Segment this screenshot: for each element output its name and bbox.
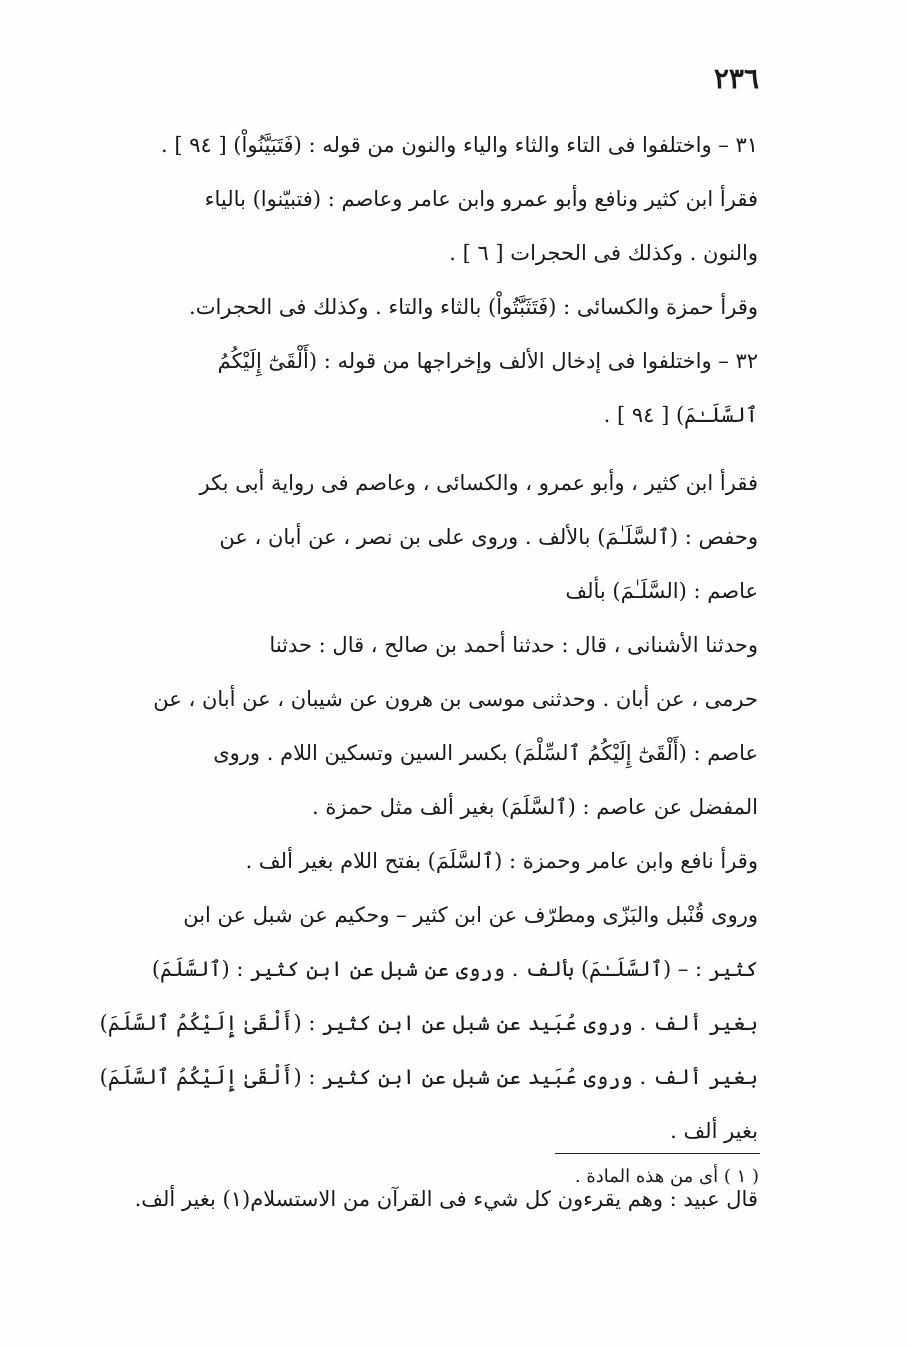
text-line-4: وقرأ حمزة والكسائى : (فَتَثَبَّتُواْ) بالثاء والتاء . وكذلك فى الحجرات. xyxy=(189,295,758,319)
text-line-19: بغير ألف . xyxy=(670,1119,758,1143)
text-line-3: والنون . وكذلك فى الحجرات [ ٦ ] . xyxy=(449,241,758,265)
text-line-15: وروى قُنْبل والبَزّى ومطرّف عن ابن كثير – وحكيم عن شبل عن ابن xyxy=(183,903,758,927)
text-line-14: وقرأ نافع وابن عامر وحمزة : (ٱلسَّلَمَ) بفتح اللام بغير ألف . xyxy=(245,849,758,873)
text-line-16: كثير : – (ٱلسَّلَـٰمَ) بألف . وروى عن شبل عن ابن كثير : (ٱلسَّلَمَ) xyxy=(151,957,758,981)
footnote-divider xyxy=(555,1153,760,1154)
text-line-7: فقرأ ابن كثير ، وأبو عمرو ، والكسائى ، وعاصم فى رواية أبى بكر xyxy=(199,471,758,495)
text-line-12: عاصم : (أَلْقَىٰٓ إِلَيْكُمُ ٱلسِّلْمَ) بكسر السين وتسكين اللام . وروى xyxy=(213,741,758,765)
main-text xyxy=(100,118,758,1226)
text-line-9: عاصم : (السَّلَـٰمَ) بألف xyxy=(565,579,758,603)
paragraph-gap xyxy=(100,442,758,456)
page-number: ٢٣٦ xyxy=(713,62,759,95)
text-line-2: فقرأ ابن كثير ونافع وأبو عمرو وابن عامر وعاصم : (فتبيّنوا) بالياء xyxy=(204,187,758,211)
text-line-1: ٣١ – واختلفوا فى التاء والثاء والياء والنون من قوله : (فَتَبَيَّنُواْ) [ ٩٤ ] . xyxy=(160,133,758,157)
text-line-10: وحدثنا الأشنانى ، قال : حدثنا أحمد بن صالح ، قال : حدثنا xyxy=(269,633,758,657)
text-line-8: وحفص : (ٱلسَّلَـٰمَ) بالألف . وروى على بن نصر ، عن أبان ، عن xyxy=(219,525,758,549)
text-line-6: ٱلسَّلَـٰمَ) [ ٩٤ ] . xyxy=(603,403,758,427)
footnote: ( ١ ) أى من هذه المادة . xyxy=(574,1166,759,1187)
text-line-18: بغير ألف . وروى عُبَيد عن شبل عن ابن كثير : (أَلْقَىٰ إِلَيْكُمُ ٱلسَّلَمَ) xyxy=(100,1065,758,1089)
text-line-5: ٣٢ – واختلفوا فى إدخال الألف وإخراجها من قوله : (أَلْقَىٰٓ إِلَيْكُمُ xyxy=(217,349,758,373)
text-line-11: حرمى ، عن أبان . وحدثنى موسى بن هرون عن شيبان ، عن أبان ، عن xyxy=(153,687,758,711)
text-line-13: المفضل عن عاصم : (ٱلسَّلَمَ) بغير ألف مثل حمزة . xyxy=(311,795,758,819)
text-line-17: بغير ألف . وروى عُبَيد عن شبل عن ابن كثير : (أَلْقَىٰ إِلَيْكُمُ ٱلسَّلَمَ) xyxy=(100,1011,758,1035)
text-line-20: قال عبيد : وهم يقرءون كل شيء فى القرآن من الاستسلام(١) بغير ألف. xyxy=(134,1187,758,1211)
